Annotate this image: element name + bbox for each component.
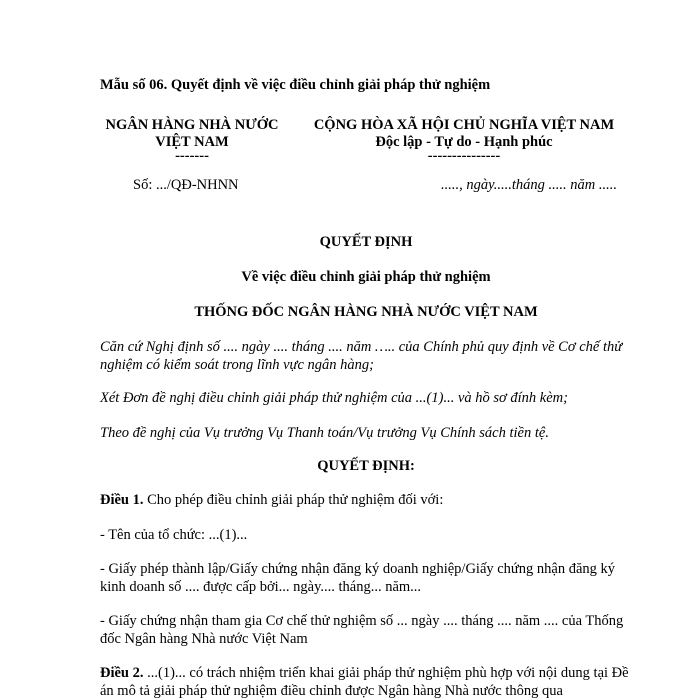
article-1-text: Cho phép điều chỉnh giải pháp thử nghiệm đối với: — [143, 492, 444, 508]
item-certificate: - Giấy chứng nhận tham gia Cơ chế thử nghiệm số ... ngày .... tháng .... năm .... của Thống đốc Ngân hàng Nhà nước Việt Nam — [100, 613, 624, 647]
article-1-label: Điều 1. — [100, 492, 144, 508]
header-agency-line1: NGÂN HÀNG NHÀ NƯỚC — [105, 117, 279, 133]
decides-heading: QUYẾT ĐỊNH: — [317, 458, 415, 474]
document-number: Số: .../QĐ-NHNN — [133, 177, 239, 193]
decision-title: QUYẾT ĐỊNH — [319, 234, 413, 250]
decision-subject: Về việc điều chỉnh giải pháp thử nghiệm — [241, 269, 491, 285]
basis-decree: Căn cứ Nghị định số .... ngày .... tháng .... năm ….. của Chính phủ quy định về Cơ chế thử nghiệm có kiểm soát trong lĩnh vực ngân hàng; — [100, 339, 623, 373]
article-2-label: Điều 2. — [100, 665, 144, 681]
header-motto: Độc lập - Tự do - Hạnh phúc — [375, 134, 553, 150]
item-license: - Giấy phép thành lập/Giấy chứng nhận đăng ký doanh nghiệp/Giấy chứng nhận đăng ký kinh doanh số .... được cấp bởi... ngày.... tháng... năm... — [100, 561, 616, 595]
header-agency-rule: ------- — [175, 148, 209, 164]
article-2-text: ...(1)... có trách nhiệm triển khai giải pháp thử nghiệm phù hợp với nội dung tại Đề án mô tả giải pháp thử nghiệm điều chỉnh được Ngân hàng Nhà nước thông qua — [100, 665, 629, 699]
header-nation-line1: CỘNG HÒA XÃ HỘI CHỦ NGHĨA VIỆT NAM — [313, 117, 615, 133]
article-2 — [100, 664, 632, 700]
item-organization-name: - Tên của tổ chức: ...(1)... — [100, 527, 248, 543]
basis-application: Xét Đơn đề nghị điều chỉnh giải pháp thử nghiệm của ...(1)... và hồ sơ đính kèm; — [100, 390, 568, 406]
basis-proposal: Theo đề nghị của Vụ trưởng Vụ Thanh toán/Vụ trưởng Vụ Chính sách tiền tệ. — [100, 425, 549, 441]
header-nation-rule: --------------- — [427, 148, 501, 164]
form-title: Mẫu số 06. Quyết định về việc điều chỉnh giải pháp thử nghiệm — [100, 77, 491, 93]
issuer-title: THỐNG ĐỐC NGÂN HÀNG NHÀ NƯỚC VIỆT NAM — [194, 304, 538, 320]
header-agency-line2: VIỆT NAM — [155, 134, 229, 150]
article-1 — [100, 491, 632, 509]
document-date: ....., ngày.....tháng ..... năm ..... — [441, 177, 618, 193]
